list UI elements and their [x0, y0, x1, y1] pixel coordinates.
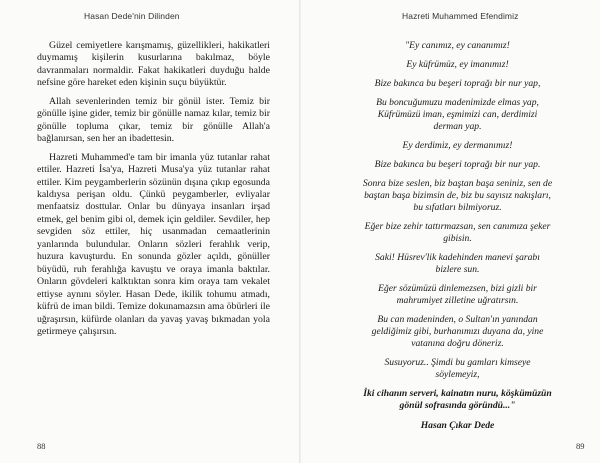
- paragraph: Hazreti Muhammed'e tam bir imanla yüz tutanlar rahat ettiler. Hazreti İsa'ya, Hazreti Musa'ya yüz tutanlar rahat ettiler. Kim peygamberlerin sözünün dışına çıkıp egosunda kaldıysa perişan oldu. Çünkü peygamberler, evliyalar menfaatsiz dosttular. Onlar bu dünyaya insanları irşad etmek, gel benim gibi ol, demek için geldiler. Sevdiler, hep sevgiden söz ettiler, hiç usanmadan cemaatlerinin yanlarında bulundular. Onların sözleri ferahlık verip, huzura kavuşturdu. En sonunda gözler açıldı, gönüller büyüdü, ruh ferahlığa kavuştu ve oraya imanla baktılar. Onların gövdeleri kalktıktan sonra kim oraya tam vekalet ettiyse aynını söyler. Hasan Dede, ikilik tohumu atmadı, küfrü de iman bildi. Temize dokunamazsın ama öbürleri ile uğraşırsın, küfürde olanları da yavaş yavaş bıkmadan yola getirmeye çalışırsın.: [37, 151, 270, 337]
- left-page-body: [37, 40, 270, 344]
- poem-stanza-closing: [345, 388, 570, 412]
- poem-line: Bu can madeninden, o Sultan'ın yanından: [377, 313, 538, 325]
- poem-line: Bu boncuğumuzu madenimizde elmas yap,: [376, 96, 539, 108]
- poem-stanza: [345, 78, 570, 90]
- poem-line: Sonra bize seslen, biz baştan başa seniniz, sen de: [362, 177, 553, 189]
- poem-line: baştan başa bizimsin de, biz bu sayısız nakışları,: [364, 189, 551, 201]
- poem-stanza: [345, 40, 570, 52]
- poem-signature: Hasan Çıkar Dede: [420, 419, 495, 431]
- poem-line: "Ey canımız, ey cananımız!: [405, 40, 510, 51]
- poem-stanza: [345, 59, 570, 71]
- poem-line: gibisin.: [443, 232, 472, 244]
- poem-stanza: [345, 252, 570, 276]
- poem-line: bu sıfatları bilmiyoruz.: [413, 201, 502, 213]
- running-head-right: Hazreti Muhammed Efendimiz: [402, 11, 519, 21]
- poem-stanza: [345, 314, 570, 350]
- poem-stanza: [345, 221, 570, 245]
- poem-line: gönül sofrasında göründü...": [399, 399, 516, 411]
- poem-line: Eğer bize zehir tattırmazsan, sen canımıza şeker: [364, 220, 551, 232]
- poem-line: derman yap.: [433, 120, 482, 132]
- poem-line: Ey derdimiz, ey dermanımız!: [402, 139, 513, 151]
- poem-line: Saki! Hüsrev'lik kadehinden manevi şarabı: [375, 251, 540, 263]
- running-head-left: Hasan Dede'nin Dilinden: [84, 11, 180, 21]
- poem-line: Bize bakınca bu beşeri toprağı bir nur yap,: [374, 77, 541, 89]
- poem-line: Eğer sözümüzü dinlemezsen, bizi gizli bir: [378, 282, 537, 294]
- poem-line: Bize bakınca bu beşeri toprağı bir nur yap.: [374, 158, 541, 170]
- poem-stanza: [345, 357, 570, 381]
- poem-stanza: [345, 97, 570, 133]
- poem-line: vatanına doğru döneriz.: [411, 337, 504, 349]
- page-number-left: 88: [37, 441, 46, 451]
- poem-stanza: [345, 159, 570, 171]
- poem-line: mahrumiyet zilletine uğratırsın.: [396, 294, 519, 306]
- poem-line: Ey küfrümüz, ey imanımız!: [406, 58, 509, 70]
- page-number-right: 89: [576, 441, 585, 451]
- poem-stanza: [345, 178, 570, 214]
- poem-line: Susuyoruz.. Şimdi bu gamları kimseye: [384, 356, 531, 368]
- poem-line: geldiğimiz gibi, burhanımızı duyana da, yine: [371, 325, 544, 337]
- poem-stanza: [345, 283, 570, 307]
- left-page: [0, 0, 299, 463]
- poem-line: İki cihanın serveri, kainatın nuru, köşkümüzün: [363, 387, 552, 399]
- poem: [345, 40, 570, 432]
- poem-line: Küfrümüzü iman, eşmimizi can, derdimizi: [377, 108, 538, 120]
- poem-line: söylemeyiz,: [435, 368, 480, 380]
- right-page: [301, 0, 600, 463]
- paragraph: Allah sevenlerinden temiz bir gönül ister. Temiz bir gönülle işine gider, temiz bir gönülle namaz kılar, temiz bir gönülle topluma çıkar, temiz bir gönülle Allah'a bağlanırsan, sen her an ibadettesin.: [37, 95, 270, 145]
- paragraph: Güzel cemiyetlere karışmamış, güzellikleri, hakikatleri duymamış kişilerin kusurlarına bakılmaz, böyle davranmaları normaldir. Fakat hakikatleri duyduğu halde nefsine göre hareket eden kişinin suçu büyüktür.: [37, 40, 270, 89]
- poem-line: bizlere sun.: [435, 263, 480, 275]
- poem-stanza: [345, 140, 570, 152]
